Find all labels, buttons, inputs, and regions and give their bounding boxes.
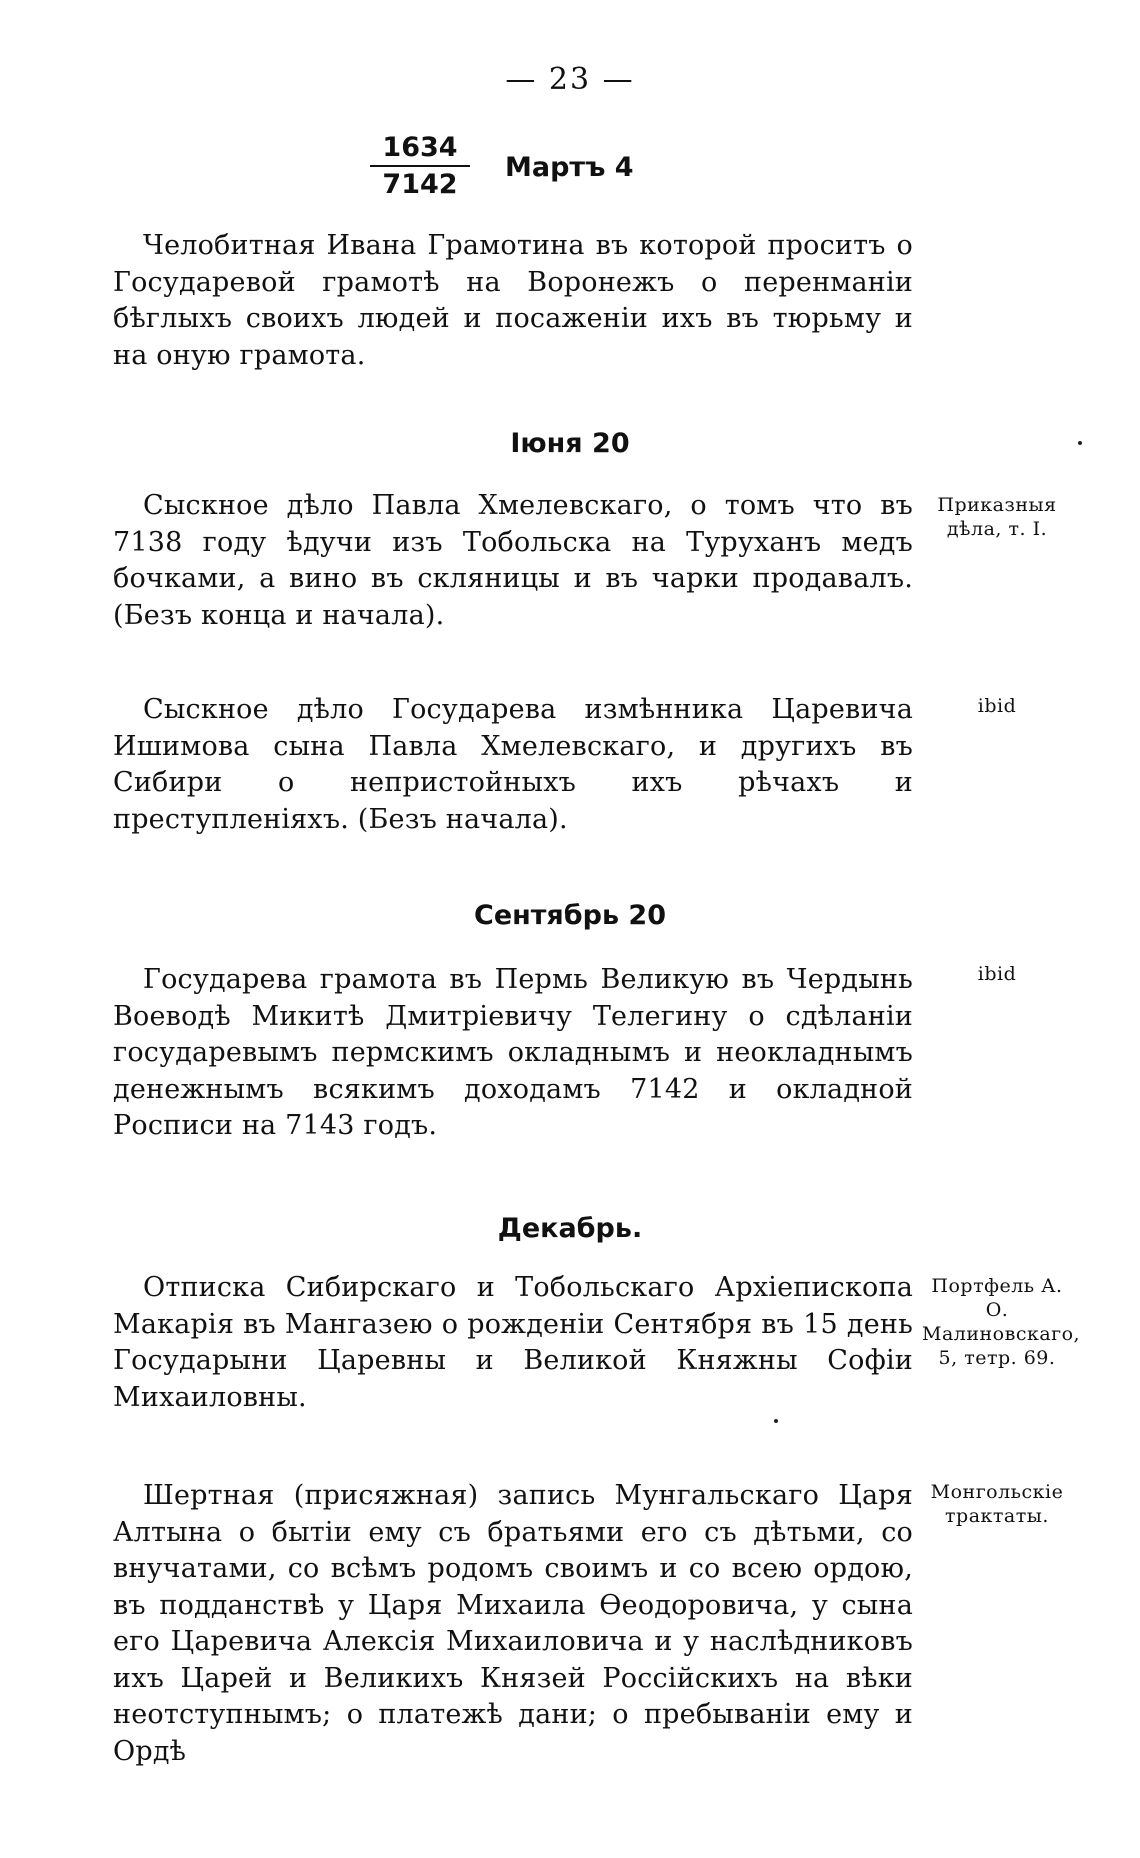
entry-oath-altyn: Шертная (присяжная) запись Мунгальскаго Царя Алтына о бытіи ему съ братьями его съ дѣтьми, со внучатами, со всѣмъ родомъ своимъ и со всею ордою, въ подданствѣ у Царя Михаила Ѳеодоровича, у сына его Царевича Алексія Михаиловича и у наслѣдниковъ ихъ Царей и Великихъ Князей Россійскихъ на вѣки неотступнымъ; о платежѣ дани; о пребываніи ему и Ордѣ: [113, 1480, 913, 1767]
page-number: — 23 —: [505, 62, 635, 97]
date-heading-june: Іюня 20: [510, 428, 630, 459]
margin-note-prikaznye: Приказныя дѣла, т. I.: [937, 494, 1057, 540]
month-heading: Мартъ 4: [505, 152, 634, 183]
margin-note-ibid-2: ibid: [977, 963, 1017, 985]
entry-investigation-traitor: Сыскное дѣло Государева измѣнника Царевича Ишимова сына Павла Хмелевскаго, и другихъ въ Сибири о непристойныхъ ихъ рѣчахъ и преступленіяхъ. (Безъ начала).: [113, 694, 913, 835]
margin-note-ibid: ibid: [977, 695, 1017, 717]
year-fraction: [370, 132, 470, 200]
year-ad: 1634: [370, 132, 470, 167]
entry-petition-gramotin: Челобитная Ивана Грамотина въ которой проситъ о Государевой грамотѣ на Воронежъ о перенманіи бѣглыхъ своихъ людей и посаженіи ихъ въ тюрьму и на оную грамота.: [113, 230, 913, 371]
entry-charter-perm: Государева грамота въ Пермь Великую въ Чердынь Воеводѣ Микитѣ Дмитріевичу Телегину о сдѣланіи государевымъ пермскимъ окладнымъ и неокладнымъ денежнымъ всякимъ доходамъ 7142 и окладной Росписи на 7143 годъ.: [113, 964, 913, 1141]
date-heading-september: Сентябрь 20: [474, 900, 666, 931]
entry-report-makary: Отписка Сибирскаго и Тобольскаго Архіепископа Макарія въ Мангазею о рожденіи Сентября въ 15 день Государыни Царевны и Великой Княжны Софіи Михаиловны.: [113, 1272, 913, 1413]
speck-mark-2: [774, 1419, 778, 1423]
year-am: 7142: [382, 169, 458, 200]
entry-investigation-khmelevsky: Сыскное дѣло Павла Хмелевскаго, о томъ что въ 7138 году ѣдучи изъ Тобольска на Туруханъ медъ бочками, а вино въ скляницы и въ чарки продавалъ. (Безъ конца и начала).: [113, 490, 913, 631]
margin-note-mongol: Монгольскіе трактаты.: [930, 1481, 1064, 1527]
margin-note-portfolio: Портфель А. О. Малиновскаго, 5, тетр. 69.: [922, 1275, 1081, 1369]
date-heading-december: Декабрь.: [497, 1213, 643, 1244]
speck-mark: [1078, 441, 1082, 445]
